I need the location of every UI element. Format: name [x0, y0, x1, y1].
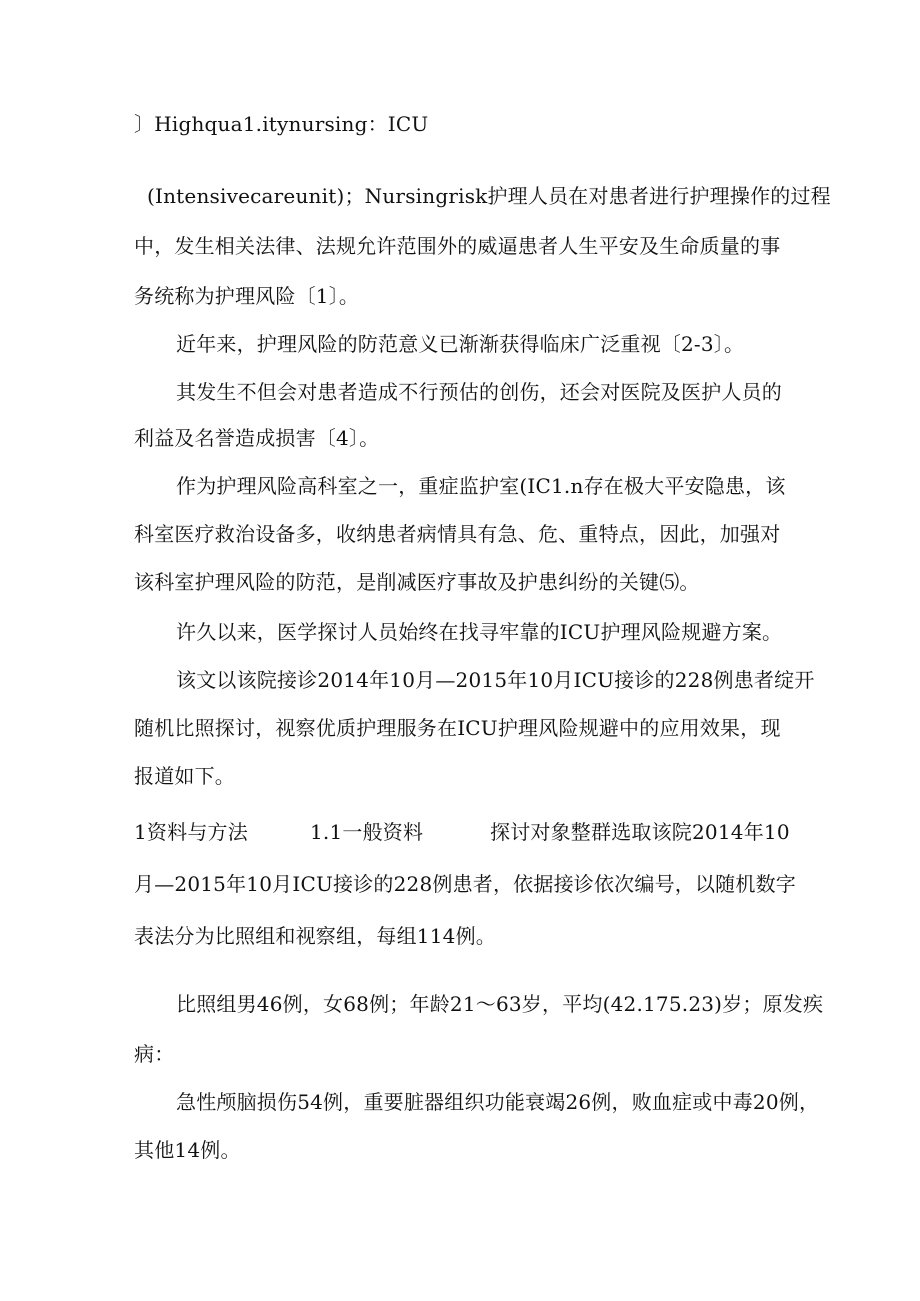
paragraph-line: 作为护理风险高科室之一，重症监护室(IC1.n存在极大平安隐患，该 [176, 474, 786, 498]
paragraph-line: (Intensivecareunit)；Nursingrisk护理人员在对患者进行护理操作的过程 [147, 184, 831, 208]
paragraph-line: 该科室护理风险的防范，是削减医疗事故及护患纠纷的关键⑸。 [134, 570, 700, 594]
paragraph-line: 月—2015年10月ICU接诊的228例患者，依据接诊依次编号，以随机数字 [134, 872, 796, 896]
paragraph-line: 务统称为护理风险〔1〕。 [134, 284, 360, 308]
paragraph-line: 急性颅脑损伤54例，重要脏器组织功能衰竭26例，败血症或中毒20例， [176, 1090, 820, 1114]
paragraph-line: 随机比照探讨，视察优质护理服务在ICU护理风险规避中的应用效果，现 [134, 716, 781, 740]
paragraph-line: 利益及名誉造成损害〔4〕。 [134, 426, 380, 450]
section-text: 探讨对象整群选取该院2014年10 [490, 820, 790, 844]
keywords-line: 〕Highqua1.itynursing：ICU [134, 112, 429, 136]
paragraph-line: 其他14例。 [134, 1138, 241, 1162]
paragraph-line: 比照组男46例，女68例；年龄21～63岁，平均(42.175.23)岁；原发疾 [176, 992, 824, 1016]
subsection-heading: 1.1一般资料 [310, 820, 424, 844]
paragraph-line: 科室医疗救治设备多，收纳患者病情具有急、危、重特点，因此，加强对 [134, 522, 781, 546]
paragraph-line: 表法分为比照组和视察组，每组114例。 [134, 924, 496, 948]
paragraph-line: 报道如下。 [134, 764, 235, 788]
paragraph-line: 中，发生相关法律、法规允许范围外的威逼患者人生平安及生命质量的事 [134, 234, 781, 258]
paragraph-line: 其发生不但会对患者造成不行预估的创伤，还会对医院及医护人员的 [176, 380, 782, 404]
paragraph-line: 该文以该院接诊2014年10月—2015年10月ICU接诊的228例患者绽开 [176, 668, 815, 692]
paragraph-line: 许久以来，医学探讨人员始终在找寻牢靠的ICU护理风险规避方案。 [176, 620, 783, 644]
paragraph-line: 病： [134, 1042, 175, 1066]
section-heading: 1资料与方法 [134, 820, 248, 844]
paragraph-line: 近年来，护理风险的防范意义已渐渐获得临床广泛重视〔2-3〕。 [176, 332, 745, 356]
